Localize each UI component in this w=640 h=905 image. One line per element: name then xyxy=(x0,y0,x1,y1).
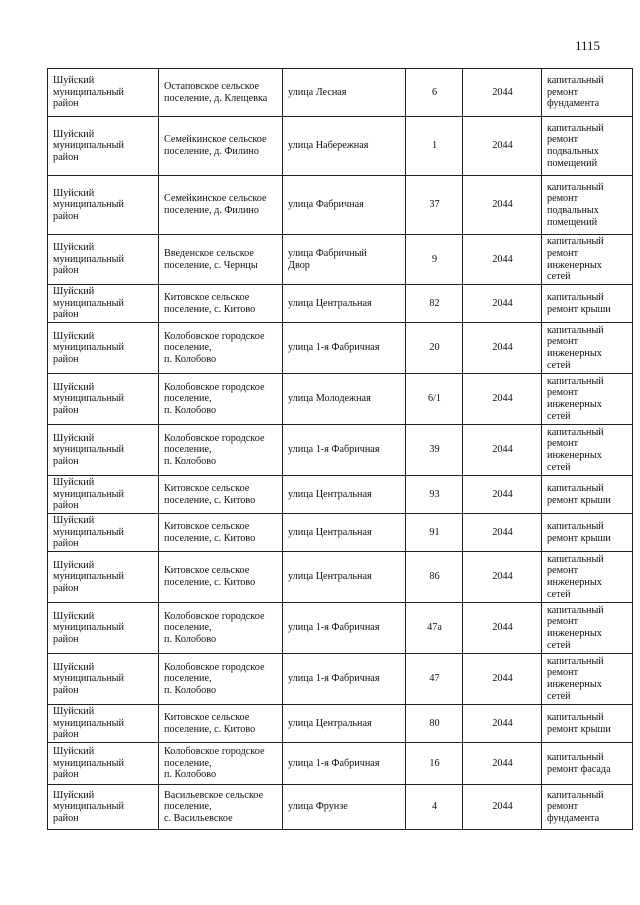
year-cell-text: 2044 xyxy=(492,140,513,152)
table-row xyxy=(48,654,633,705)
house-number-cell xyxy=(406,552,463,603)
street-cell-text: улица 1-я Фабричная xyxy=(288,757,380,769)
settlement-cell-text: Семейкинское сельское поселение, д. Филино xyxy=(164,134,267,157)
table-row xyxy=(48,476,633,514)
district-cell-text: Шуйский муниципальный район xyxy=(53,242,124,277)
street-cell xyxy=(283,374,406,425)
repair-type-cell xyxy=(542,654,633,705)
district-cell xyxy=(48,285,159,323)
table-row xyxy=(48,235,633,285)
district-cell xyxy=(48,552,159,603)
house-number-cell-text: 47 xyxy=(429,673,440,685)
year-cell-text: 2044 xyxy=(492,757,513,769)
house-number-cell xyxy=(406,374,463,425)
settlement-cell xyxy=(159,176,283,235)
street-cell-text: улица 1-я Фабричная xyxy=(288,622,380,634)
housing-repair-table xyxy=(47,68,633,830)
repair-type-cell-text: капитальный ремонт подвальных помещений xyxy=(547,181,604,228)
district-cell xyxy=(48,603,159,654)
street-cell xyxy=(283,705,406,743)
district-cell-text: Шуйский муниципальный район xyxy=(53,432,124,467)
house-number-cell xyxy=(406,654,463,705)
house-number-cell-text: 20 xyxy=(429,342,440,354)
year-cell-text: 2044 xyxy=(492,526,513,538)
street-cell-text: улица Набережная xyxy=(288,140,369,152)
street-cell xyxy=(283,476,406,514)
house-number-cell xyxy=(406,514,463,552)
district-cell-text: Шуйский муниципальный район xyxy=(53,661,124,696)
settlement-cell-text: Колобовское городское поселение, п. Колобово xyxy=(164,746,265,781)
repair-type-cell xyxy=(542,176,633,235)
street-cell xyxy=(283,117,406,176)
settlement-cell xyxy=(159,654,283,705)
repair-type-cell-text: капитальный ремонт инженерных сетей xyxy=(547,604,604,651)
repair-type-cell-text: капитальный ремонт крыши xyxy=(547,291,611,315)
year-cell-text: 2044 xyxy=(492,86,513,98)
street-cell xyxy=(283,323,406,374)
house-number-cell xyxy=(406,285,463,323)
year-cell-text: 2044 xyxy=(492,297,513,309)
year-cell-text: 2044 xyxy=(492,444,513,456)
year-cell-text: 2044 xyxy=(492,622,513,634)
street-cell xyxy=(283,425,406,476)
house-number-cell xyxy=(406,705,463,743)
street-cell xyxy=(283,235,406,285)
repair-type-cell xyxy=(542,603,633,654)
table-row xyxy=(48,425,633,476)
settlement-cell xyxy=(159,374,283,425)
settlement-cell-text: Китовское сельское поселение, с. Китово xyxy=(164,520,256,544)
repair-type-cell-text: капитальный ремонт инженерных сетей xyxy=(547,553,604,600)
repair-type-cell xyxy=(542,785,633,830)
district-cell-text: Шуйский муниципальный район xyxy=(53,559,124,594)
repair-type-cell xyxy=(542,476,633,514)
year-cell xyxy=(463,285,542,323)
table-row xyxy=(48,603,633,654)
table-row xyxy=(48,117,633,176)
repair-type-cell xyxy=(542,514,633,552)
settlement-cell xyxy=(159,476,283,514)
district-cell xyxy=(48,514,159,552)
repair-type-cell xyxy=(542,374,633,425)
district-cell xyxy=(48,425,159,476)
street-cell-text: улица Лесная xyxy=(288,86,347,98)
house-number-cell-text: 6/1 xyxy=(427,393,442,405)
settlement-cell-text: Колобовское городское поселение, п. Колобово xyxy=(164,610,265,645)
district-cell-text: Шуйский муниципальный район xyxy=(53,330,124,365)
street-cell xyxy=(283,552,406,603)
table-row xyxy=(48,374,633,425)
house-number-cell-text: 86 xyxy=(429,571,440,583)
year-cell xyxy=(463,117,542,176)
year-cell xyxy=(463,743,542,785)
district-cell xyxy=(48,374,159,425)
table-row xyxy=(48,743,633,785)
repair-type-cell xyxy=(542,285,633,323)
district-cell-text: Шуйский муниципальный район xyxy=(53,706,124,741)
repair-type-cell-text: капитальный ремонт инженерных сетей xyxy=(547,324,604,371)
year-cell xyxy=(463,705,542,743)
repair-type-cell-text: капитальный ремонт инженерных сетей xyxy=(547,236,604,283)
district-cell xyxy=(48,323,159,374)
year-cell xyxy=(463,476,542,514)
settlement-cell-text: Колобовское городское поселение, п. Колобово xyxy=(164,661,265,696)
district-cell xyxy=(48,117,159,176)
district-cell-text: Шуйский муниципальный район xyxy=(53,286,124,321)
house-number-cell-text: 4 xyxy=(431,801,438,813)
street-cell-text: улица Центральная xyxy=(288,488,372,500)
street-cell xyxy=(283,743,406,785)
street-cell xyxy=(283,785,406,830)
street-cell-text: улица 1-я Фабричная xyxy=(288,673,380,685)
house-number-cell-text: 82 xyxy=(429,297,440,309)
street-cell xyxy=(283,69,406,117)
year-cell-text: 2044 xyxy=(492,717,513,729)
year-cell xyxy=(463,69,542,117)
year-cell xyxy=(463,552,542,603)
repair-type-cell-text: капитальный ремонт крыши xyxy=(547,711,611,735)
district-cell-text: Шуйский муниципальный район xyxy=(53,610,124,645)
settlement-cell-text: Васильевское сельское поселение, с. Васильевское xyxy=(164,789,264,824)
repair-type-cell xyxy=(542,323,633,374)
street-cell-text: улица Фрунзе xyxy=(288,801,348,813)
table-row xyxy=(48,323,633,374)
year-cell xyxy=(463,514,542,552)
district-cell xyxy=(48,785,159,830)
district-cell-text: Шуйский муниципальный район xyxy=(53,477,124,512)
house-number-cell-text: 9 xyxy=(431,253,438,265)
district-cell-text: Шуйский муниципальный район xyxy=(53,187,124,222)
district-cell xyxy=(48,654,159,705)
repair-type-cell xyxy=(542,425,633,476)
table-row xyxy=(48,514,633,552)
table-row xyxy=(48,705,633,743)
settlement-cell-text: Китовское сельское поселение, с. Китово xyxy=(164,482,256,506)
year-cell-text: 2044 xyxy=(492,342,513,354)
repair-type-cell-text: капитальный ремонт инженерных сетей xyxy=(547,426,604,473)
house-number-cell xyxy=(406,425,463,476)
year-cell xyxy=(463,425,542,476)
district-cell-text: Шуйский муниципальный район xyxy=(53,746,124,781)
year-cell-text: 2044 xyxy=(492,571,513,583)
repair-type-cell-text: капитальный ремонт крыши xyxy=(547,520,611,544)
year-cell-text: 2044 xyxy=(492,801,513,813)
street-cell-text: улица Центральная xyxy=(288,571,372,583)
house-number-cell xyxy=(406,603,463,654)
street-cell xyxy=(283,285,406,323)
settlement-cell-text: Китовское сельское поселение, с. Китово xyxy=(164,711,256,735)
repair-type-cell-text: капитальный ремонт инженерных сетей xyxy=(547,655,604,702)
district-cell xyxy=(48,69,159,117)
house-number-cell-text: 1 xyxy=(431,140,438,152)
house-number-cell xyxy=(406,323,463,374)
settlement-cell xyxy=(159,323,283,374)
street-cell xyxy=(283,654,406,705)
street-cell-text: улица 1-я Фабричная xyxy=(288,444,380,456)
house-number-cell-text: 6 xyxy=(431,86,438,98)
settlement-cell xyxy=(159,514,283,552)
table-row xyxy=(48,552,633,603)
district-cell-text: Шуйский муниципальный район xyxy=(53,381,124,416)
year-cell xyxy=(463,654,542,705)
street-cell-text: улица Центральная xyxy=(288,717,372,729)
repair-type-cell xyxy=(542,235,633,285)
repair-type-cell xyxy=(542,705,633,743)
district-cell xyxy=(48,176,159,235)
settlement-cell-text: Введенское сельское поселение, с. Чернцы xyxy=(164,247,258,271)
table-body xyxy=(48,69,633,830)
house-number-cell-text: 39 xyxy=(429,444,440,456)
settlement-cell-text: Китовское сельское поселение, с. Китово xyxy=(164,291,256,315)
street-cell-text: улица Фабричная xyxy=(288,199,364,211)
house-number-cell xyxy=(406,743,463,785)
year-cell xyxy=(463,603,542,654)
street-cell-text: улица Центральная xyxy=(288,297,372,309)
repair-type-cell-text: капитальный ремонт крыши xyxy=(547,482,611,506)
settlement-cell xyxy=(159,69,283,117)
settlement-cell xyxy=(159,117,283,176)
page-number: 1115 xyxy=(574,38,600,53)
table-row xyxy=(48,69,633,117)
table-row xyxy=(48,785,633,830)
year-cell-text: 2044 xyxy=(492,673,513,685)
settlement-cell xyxy=(159,552,283,603)
year-cell xyxy=(463,374,542,425)
settlement-cell-text: Семейкинское сельское поселение, д. Филино xyxy=(164,193,267,216)
house-number-cell-text: 91 xyxy=(429,526,440,538)
year-cell xyxy=(463,235,542,285)
house-number-cell-text: 16 xyxy=(429,757,440,769)
settlement-cell xyxy=(159,603,283,654)
house-number-cell xyxy=(406,69,463,117)
repair-type-cell-text: капитальный ремонт фундамента xyxy=(547,789,604,824)
street-cell xyxy=(283,514,406,552)
settlement-cell xyxy=(159,705,283,743)
table-row xyxy=(48,176,633,235)
house-number-cell xyxy=(406,117,463,176)
settlement-cell-text: Колобовское городское поселение, п. Колобово xyxy=(164,432,265,467)
year-cell xyxy=(463,323,542,374)
settlement-cell-text: Китовское сельское поселение, с. Китово xyxy=(164,565,256,588)
house-number-cell-text: 37 xyxy=(429,199,440,211)
district-cell xyxy=(48,743,159,785)
settlement-cell xyxy=(159,235,283,285)
street-cell xyxy=(283,176,406,235)
year-cell-text: 2044 xyxy=(492,199,513,211)
house-number-cell-text: 47а xyxy=(427,622,442,634)
house-number-cell xyxy=(406,176,463,235)
table-row xyxy=(48,285,633,323)
repair-type-cell-text: капитальный ремонт фасада xyxy=(547,751,611,775)
district-cell xyxy=(48,476,159,514)
settlement-cell xyxy=(159,743,283,785)
year-cell-text: 2044 xyxy=(492,253,513,265)
year-cell xyxy=(463,785,542,830)
repair-type-cell-text: капитальный ремонт фундамента xyxy=(547,75,604,110)
street-cell-text: улица Фабричный Двор xyxy=(288,247,367,271)
year-cell-text: 2044 xyxy=(492,393,513,405)
settlement-cell xyxy=(159,785,283,830)
year-cell-text: 2044 xyxy=(492,488,513,500)
district-cell-text: Шуйский муниципальный район xyxy=(53,128,124,163)
street-cell-text: улица Центральная xyxy=(288,526,372,538)
district-cell-text: Шуйский муниципальный район xyxy=(53,75,124,110)
repair-type-cell-text: капитальный ремонт инженерных сетей xyxy=(547,375,604,422)
house-number-cell xyxy=(406,476,463,514)
district-cell-text: Шуйский муниципальный район xyxy=(53,789,124,824)
district-cell xyxy=(48,235,159,285)
district-cell-text: Шуйский муниципальный район xyxy=(53,515,124,550)
repair-type-cell xyxy=(542,552,633,603)
district-cell xyxy=(48,705,159,743)
house-number-cell xyxy=(406,785,463,830)
street-cell-text: улица Молодежная xyxy=(288,393,371,405)
settlement-cell-text: Остаповское сельское поселение, д. Клещевка xyxy=(164,80,268,104)
settlement-cell xyxy=(159,285,283,323)
street-cell-text: улица 1-я Фабричная xyxy=(288,342,380,354)
repair-type-cell xyxy=(542,743,633,785)
repair-type-cell-text: капитальный ремонт подвальных помещений xyxy=(547,122,604,169)
settlement-cell-text: Колобовское городское поселение, п. Колобово xyxy=(164,330,265,365)
house-number-cell-text: 93 xyxy=(429,488,440,500)
house-number-cell-text: 80 xyxy=(429,717,440,729)
repair-type-cell xyxy=(542,117,633,176)
settlement-cell-text: Колобовское городское поселение, п. Колобово xyxy=(164,381,265,416)
year-cell xyxy=(463,176,542,235)
settlement-cell xyxy=(159,425,283,476)
repair-type-cell xyxy=(542,69,633,117)
street-cell xyxy=(283,603,406,654)
house-number-cell xyxy=(406,235,463,285)
